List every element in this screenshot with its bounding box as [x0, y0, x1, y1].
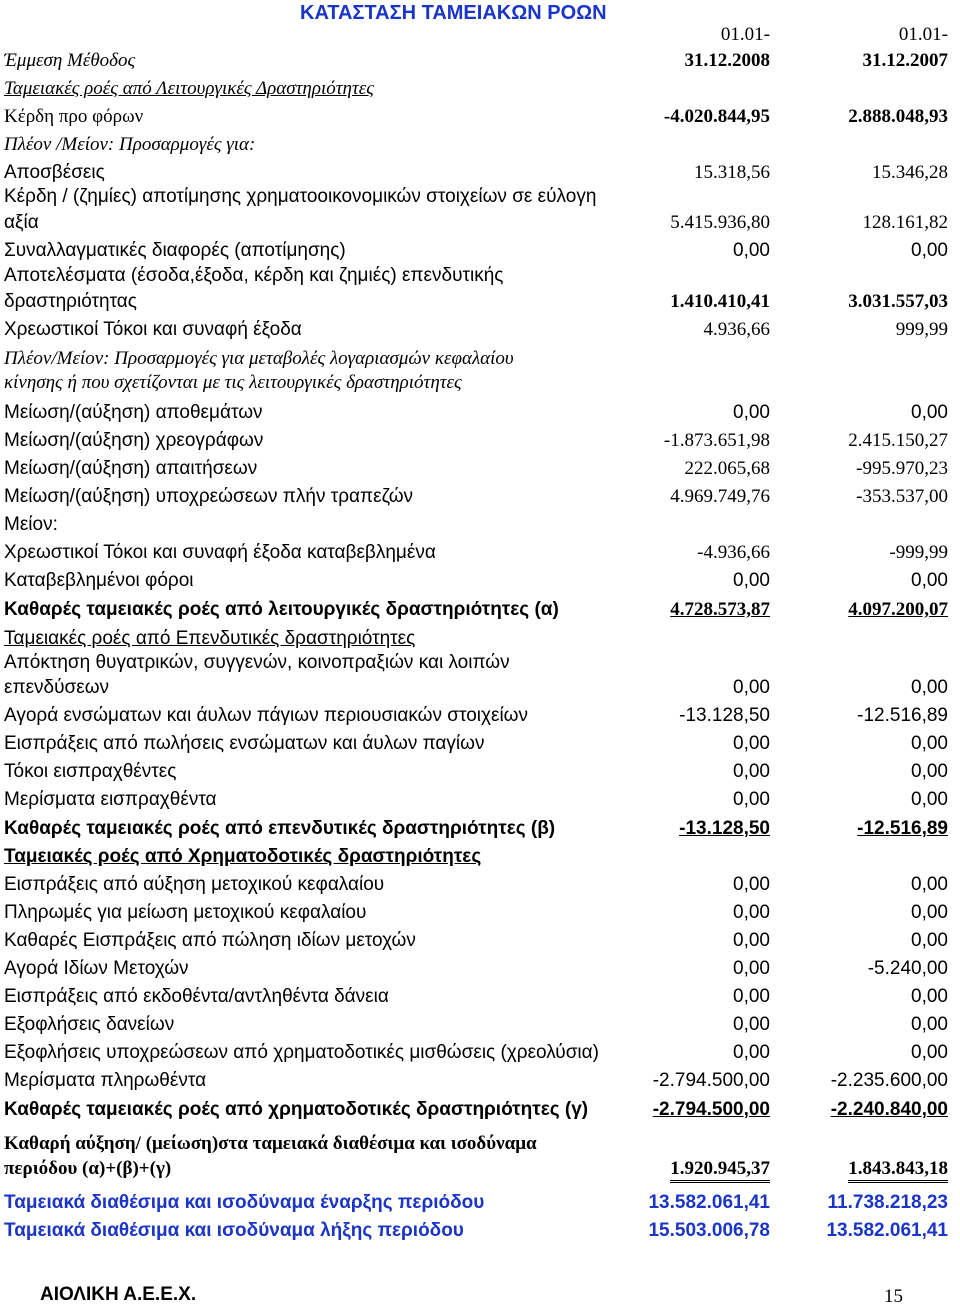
- value-2007: -5.240,00: [867, 958, 948, 979]
- value-2008: 0,00: [733, 240, 770, 261]
- row-label: Χρεωστικοί Τόκοι και συναφή έξοδα: [4, 319, 302, 340]
- value-2008: 4.728.573,87: [670, 599, 770, 620]
- value-2007: 128.161,82: [862, 212, 948, 233]
- value-2007: 0,00: [911, 789, 948, 810]
- row-label: Ταμειακά διαθέσιμα και ισοδύναμα λήξης περιόδου: [4, 1220, 464, 1241]
- value-2007: 13.582.061,41: [826, 1220, 948, 1241]
- financing-section-header: Ταμειακές ροές από Χρηματοδοτικές δραστηριότητες: [4, 846, 482, 867]
- row-label: Κέρδη προ φόρων: [4, 106, 144, 127]
- value-2008: 0,00: [733, 986, 770, 1007]
- period-2008-line1: 01.01-: [720, 24, 770, 45]
- row-label: Καταβεβλημένοι φόροι: [4, 570, 194, 591]
- value-2007: 0,00: [911, 677, 948, 698]
- value-2008: 0,00: [733, 958, 770, 979]
- value-2007: -2.235.600,00: [830, 1070, 948, 1091]
- row-label: Αγορά Ιδίων Μετοχών: [4, 958, 189, 979]
- period-2007-line2: 31.12.2007: [862, 50, 948, 71]
- value-2007: -2.240.840,00: [830, 1099, 948, 1120]
- value-2008: -2.794.500,00: [652, 1099, 770, 1120]
- value-2007: 4.097.200,07: [848, 599, 948, 620]
- value-2007: 3.031.557,03: [848, 291, 948, 312]
- value-2008: 15.503.006,78: [648, 1220, 770, 1241]
- row-label-line1: Απόκτηση θυγατρικών, συγγενών, κοινοπραξιών και λοιπών: [4, 652, 510, 673]
- value-2008: [570, 1158, 770, 1180]
- row-label: αξία: [4, 212, 39, 233]
- row-label: Εισπράξεις από εκδοθέντα/αντληθέντα δάνεια: [4, 986, 389, 1007]
- row-label: Πληρωμές για μείωση μετοχικού κεφαλαίου: [4, 902, 367, 923]
- value-2008: -4.936,66: [697, 542, 770, 563]
- value-2007: 0,00: [911, 1042, 948, 1063]
- row-label: Μερίσματα εισπραχθέντα: [4, 789, 217, 810]
- value-2007: 0,00: [911, 874, 948, 895]
- row-label-line1: Αποτελέσματα (έσοδα,έξοδα, κέρδη και ζημιές) επενδυτικής: [4, 265, 504, 286]
- value-2007: 0,00: [911, 240, 948, 261]
- value-2007: 0,00: [911, 930, 948, 951]
- value-2008: 0,00: [733, 761, 770, 782]
- row-label: Καθαρές ταμειακές ροές από λειτουργικές δραστηριότητες (α): [4, 599, 559, 620]
- value-2007: -999,99: [889, 542, 948, 563]
- period-2007-line1: 01.01-: [898, 24, 948, 45]
- row-label: Αποσβέσεις: [4, 162, 105, 183]
- row-label: Συναλλαγματικές διαφορές (αποτίμησης): [4, 240, 346, 261]
- value-2007: -353.537,00: [856, 486, 948, 507]
- page-title: ΚΑΤΑΣΤΑΣΗ ΤΑΜΕΙΑΚΩΝ ΡΟΩΝ: [300, 2, 607, 24]
- value-2008: 0,00: [733, 677, 770, 698]
- value-2008: 0,00: [733, 874, 770, 895]
- value-2008: -13.128,50: [679, 818, 770, 839]
- value-2008: 4.936,66: [703, 319, 770, 340]
- period-2008-line2: 31.12.2008: [684, 50, 770, 71]
- row-label-line1: Καθαρή αύξηση/ (μείωση)στα ταμειακά διαθέσιμα και ισοδύναμα: [4, 1133, 537, 1154]
- row-label: Εξοφλήσεις υποχρεώσεων από χρηματοδοτικές μισθώσεις (χρεολύσια): [4, 1042, 599, 1063]
- operating-section-header: Ταμειακές ροές από Λειτουργικές Δραστηριότητες: [4, 78, 374, 99]
- value-2008: 4.969.749,76: [670, 486, 770, 507]
- minus-label: Μείον:: [4, 514, 58, 535]
- value-2008: -1.873.651,98: [663, 430, 770, 451]
- footer-company: ΑΙΟΛΙΚΗ Α.Ε.Ε.Χ.: [40, 1284, 197, 1305]
- value-2008-text: 1.920.945,37: [670, 1158, 770, 1183]
- value-2008: 5.415.936,80: [670, 212, 770, 233]
- value-2008: 0,00: [733, 570, 770, 591]
- value-2008: 0,00: [733, 402, 770, 423]
- wc-adjustments-line2: κίνησης ή που σχετίζονται με τις λειτουργικές δραστηριότητες: [4, 372, 462, 393]
- value-2007-text: 1.843.843,18: [848, 1158, 948, 1183]
- row-label: Καθαρές ταμειακές ροές από επενδυτικές δραστηριότητες (β): [4, 818, 556, 839]
- value-2007: 0,00: [911, 1014, 948, 1035]
- row-label-line1: Κέρδη / (ζημίες) αποτίμησης χρηματοοικονομικών στοιχείων σε εύλογη: [4, 186, 597, 207]
- value-2007: 999,99: [895, 319, 948, 340]
- row-label: Μερίσματα πληρωθέντα: [4, 1070, 207, 1091]
- value-2007: 0,00: [911, 761, 948, 782]
- value-2007: 15.346,28: [872, 162, 948, 183]
- row-label: περιόδου (α)+(β)+(γ): [4, 1158, 172, 1179]
- row-label: Καθαρές ταμειακές ροές από χρηματοδοτικές δραστηριότητες (γ): [4, 1099, 589, 1120]
- adjustments-label: Πλέον /Μείον: Προσαρμογές για:: [4, 134, 256, 155]
- page-number: 15: [884, 1286, 903, 1307]
- row-label: δραστηριότητας: [4, 291, 137, 312]
- value-2008: -13.128,50: [679, 705, 770, 726]
- row-label: Μείωση/(αύξηση) υποχρεώσεων πλήν τραπεζών: [4, 486, 414, 507]
- value-2008: 0,00: [733, 789, 770, 810]
- value-2007: 0,00: [911, 986, 948, 1007]
- value-2007: 0,00: [911, 402, 948, 423]
- wc-adjustments-line1: Πλέον/Μείον: Προσαρμογές για μεταβολές λογαριασμών κεφαλαίου: [4, 348, 514, 369]
- value-2008: 0,00: [733, 1014, 770, 1035]
- row-label: επενδύσεων: [4, 677, 110, 698]
- value-2008: 0,00: [733, 1042, 770, 1063]
- value-2007: 0,00: [911, 570, 948, 591]
- value-2007: 0,00: [911, 902, 948, 923]
- row-label: Χρεωστικοί Τόκοι και συναφή έξοδα καταβεβλημένα: [4, 542, 436, 563]
- value-2007: 0,00: [911, 733, 948, 754]
- investing-section-header: Ταμειακές ροές από Επενδυτικές δραστηριότητες: [4, 628, 416, 649]
- value-2007: 2.415.150,27: [848, 430, 948, 451]
- value-2007: 2.888.048,93: [848, 106, 948, 127]
- row-label: Εισπράξεις από αύξηση μετοχικού κεφαλαίου: [4, 874, 385, 895]
- row-label: Μείωση/(αύξηση) χρεογράφων: [4, 430, 264, 451]
- value-2008: 13.582.061,41: [648, 1192, 770, 1213]
- value-2007: -995.970,23: [856, 458, 948, 479]
- value-2007: 11.738.218,23: [827, 1192, 948, 1213]
- row-label: Ταμειακά διαθέσιμα και ισοδύναμα έναρξης περιόδου: [4, 1192, 485, 1213]
- value-2008: 222.065,68: [684, 458, 770, 479]
- row-label: Εισπράξεις από πωλήσεις ενσώματων και άυλων παγίων: [4, 733, 485, 754]
- value-2007: [778, 1158, 948, 1180]
- value-2008: 1.410.410,41: [670, 291, 770, 312]
- value-2008: 0,00: [733, 930, 770, 951]
- value-2008: 0,00: [733, 902, 770, 923]
- value-2007: -12.516,89: [857, 818, 948, 839]
- value-2008: 15.318,56: [694, 162, 770, 183]
- method-label: Έμμεση Μέθοδος: [4, 50, 136, 71]
- row-label: Εξοφλήσεις δανείων: [4, 1014, 175, 1035]
- row-label: Αγορά ενσώματων και άυλων πάγιων περιουσιακών στοιχείων: [4, 705, 529, 726]
- row-label: Μείωση/(αύξηση) απαιτήσεων: [4, 458, 258, 479]
- value-2008: -2.794.500,00: [652, 1070, 770, 1091]
- value-2008: 0,00: [733, 733, 770, 754]
- row-label: Καθαρές Εισπράξεις από πώληση ιδίων μετοχών: [4, 930, 416, 951]
- value-2007: -12.516,89: [857, 705, 948, 726]
- value-2008: -4.020.844,95: [663, 106, 770, 127]
- row-label: Μείωση/(αύξηση) αποθεμάτων: [4, 402, 263, 423]
- row-label: Τόκοι εισπραχθέντες: [4, 761, 177, 782]
